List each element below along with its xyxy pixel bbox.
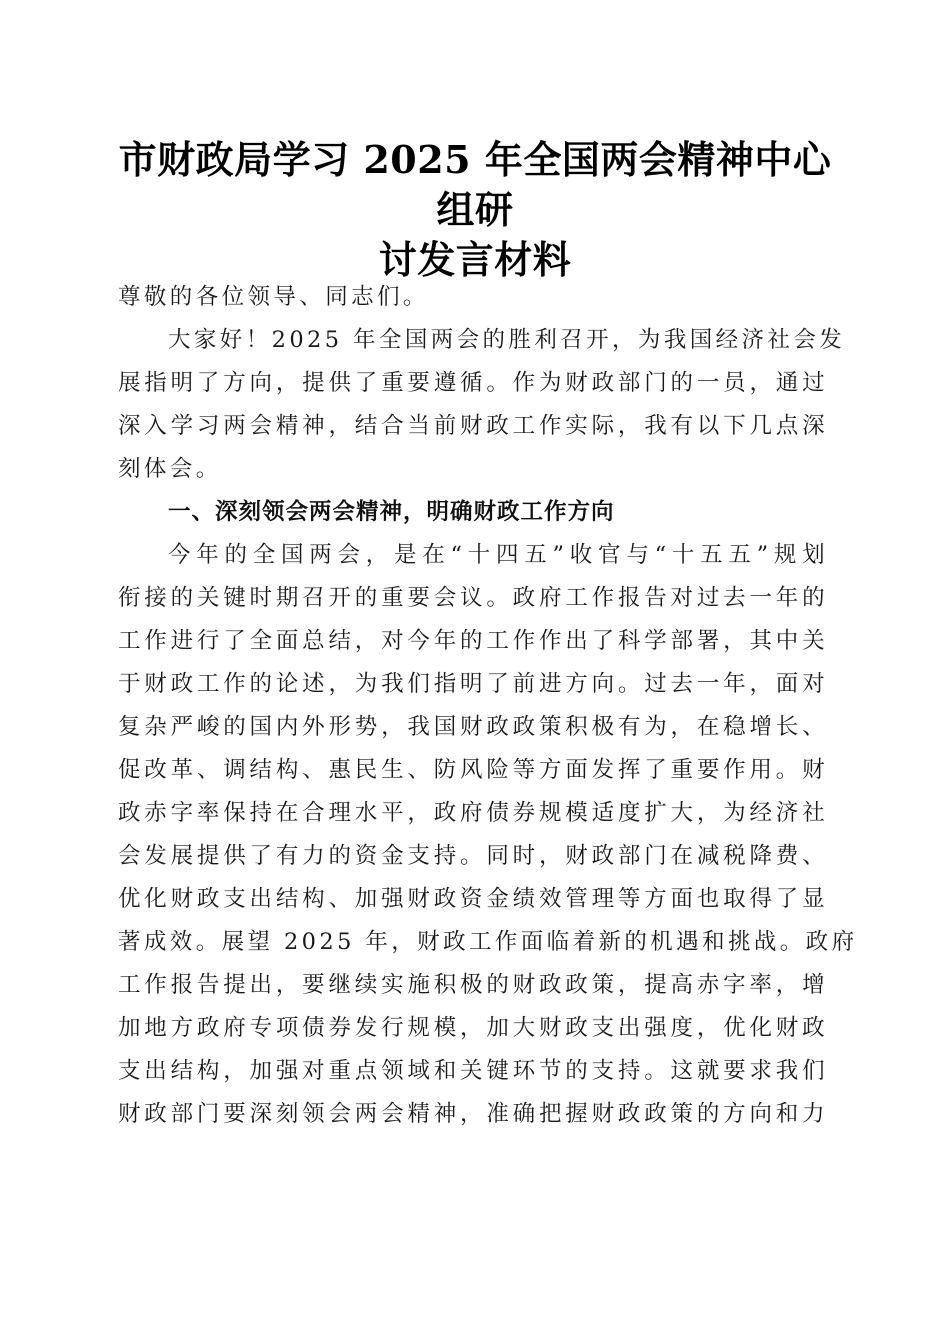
paragraph-line: 优化财政支出结构、加强财政资金绩效管理等方面也取得了显 (118, 886, 828, 912)
section-heading: 一、深刻领会两会精神，明确财政工作方向 (168, 499, 615, 525)
paragraph-line: 促改革、调结构、惠民生、防风险等方面发挥了重要作用。财 (118, 757, 828, 783)
paragraph-section-1 (118, 534, 858, 1136)
paragraph-line: 支出结构，加强对重点领域和关键环节的支持。这就要求我们 (118, 1058, 828, 1084)
paragraph-line: 今年的全国两会，是在“十四五”收官与“十五五”规划 (168, 542, 828, 568)
paragraph-line: 财政部门要深刻领会两会精神，准确把握财政政策的方向和力 (118, 1101, 828, 1127)
paragraph-line: 展指明了方向，提供了重要遵循。作为财政部门的一员，通过 (118, 370, 828, 396)
paragraph-line: 工作报告提出，要继续实施积极的财政政策，提高赤字率，增 (118, 972, 828, 998)
paragraph-line: 深入学习两会精神，结合当前财政工作实际，我有以下几点深 (118, 413, 828, 439)
document-body (118, 276, 858, 1136)
paragraph-line: 复杂严峻的国内外形势，我国财政政策积极有为，在稳增长、 (118, 714, 828, 740)
paragraph-line: 会发展提供了有力的资金支持。同时，财政部门在减税降费、 (118, 843, 828, 869)
paragraph-line: 著成效。展望 2025 年，财政工作面临着新的机遇和挑战。政府 (118, 929, 858, 955)
paragraph-intro (118, 319, 846, 491)
salutation: 尊敬的各位领导、同志们。 (118, 284, 429, 310)
paragraph-line: 于财政工作的论述，为我们指明了前进方向。过去一年，面对 (118, 671, 828, 697)
title-line-1: 市财政局学习 2025 年全国两会精神中心组研 (118, 137, 832, 232)
paragraph-line: 大家好！2025 年全国两会的胜利召开，为我国经济社会发 (168, 327, 846, 353)
paragraph-line: 政赤字率保持在合理水平，政府债券规模适度扩大，为经济社 (118, 800, 828, 826)
title-line-2: 讨发言材料 (378, 237, 572, 282)
paragraph-line: 工作进行了全面总结，对今年的工作作出了科学部署，其中关 (118, 628, 828, 654)
paragraph-line: 刻体会。 (118, 456, 222, 482)
paragraph-line: 加地方政府专项债券发行规模，加大财政支出强度，优化财政 (118, 1015, 828, 1041)
paragraph-line: 衔接的关键时期召开的重要会议。政府工作报告对过去一年的 (118, 585, 828, 611)
document-title (115, 135, 835, 285)
